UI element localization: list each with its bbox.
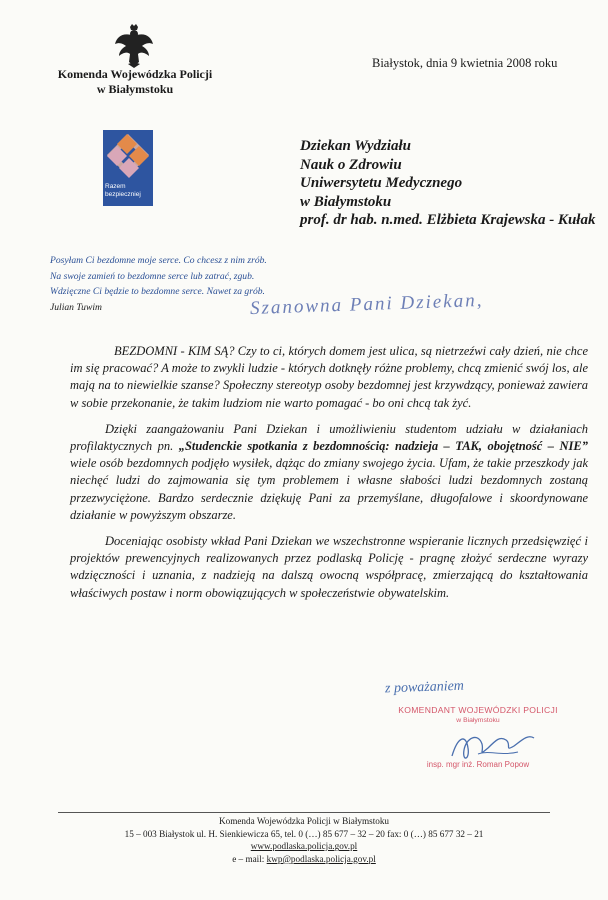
handwritten-closing: z poważaniem: [384, 678, 465, 697]
stamp-signatory: insp. mgr inż. Roman Popow: [426, 760, 530, 769]
footer-address: 15 – 003 Białystok ul. H. Sienkiewicza 65, tel. 0 (…) 85 677 – 32 – 20 fax: 0 (…) 85 677 32 – 21: [124, 828, 484, 839]
razem-bezpieczniej-logo: [103, 130, 153, 206]
body-paragraph-3: Doceniając osobisty wkład Pani Dziekan we wszechstronne wspieranie licznych przedsięwzięć i projektów prewencyjnych realizowanych przez podlaską Policję - pragnę złożyć serdeczne wyrazy wdzięczności i uznania, z nadzieją na dalszą owocną współpracę, zmierzającą do kształtowania właściwych postaw i norm obowiązujących w społeczeństwie obywatelskim.: [70, 534, 588, 600]
quote-line: Wdzięczne Ci będzie to bezdomne serce. Nawet za grób.: [50, 286, 265, 297]
footer-email-label: e – mail:: [232, 853, 267, 864]
addressee-line: prof. dr hab. n.med. Elżbieta Krajewska - Kułak: [300, 212, 596, 228]
footer-email-link[interactable]: kwp@podlaska.policja.gov.pl: [266, 853, 376, 864]
handwritten-salutation: Szanowna Pani Dziekan,: [249, 289, 484, 320]
footer-email-row: [58, 853, 550, 866]
quote-block: [50, 253, 267, 315]
footer-divider: [58, 812, 550, 813]
stamp-city: w Białymstoku: [456, 717, 500, 724]
paragraph-text: Dzięki zaangażowaniu Pani Dziekan i umożliwieniu studentom udziału w działaniach profilaktycznych pn.: [70, 421, 588, 454]
letter-date: Białystok, dnia 9 kwietnia 2008 roku: [372, 56, 558, 70]
stamp-title: KOMENDANT WOJEWÓDZKI POLICJI: [398, 705, 558, 715]
logo-text-line1: Razem: [105, 183, 126, 190]
addressee-line: Nauk o Zdrowiu: [300, 156, 402, 173]
addressee-line: Dziekan Wydziału: [300, 138, 411, 154]
logo-text-line2: bezpieczniej: [105, 191, 141, 198]
polish-eagle-emblem-icon: [114, 24, 154, 68]
program-name: „Studenckie spotkania z bezdomnością: nadzieja – TAK, obojętność – NIE”: [178, 439, 588, 454]
paragraph-text: wiele osób bezdomnych podjęło wysiłek, dążąc do zmiany swojego życia. Ufam, że takie przeszkody jak niechęć ludzi do zajmowania się tym problemem i własne słabości ludzi bezdomnych zostaną przezwyciężone. Bardzo serdecznie dziękuję Pani za przemyślane, długofalowe i skoordynowane działanie w powyższym obszarze.: [70, 456, 588, 522]
addressee-line: w Białymstoku: [300, 193, 392, 210]
organization-name: Komenda Wojewódzka Policji: [57, 67, 213, 81]
letter-body: [70, 343, 588, 611]
addressee-line: Uniwersytetu Medycznego: [300, 175, 463, 191]
quote-author: Julian Tuwim: [50, 301, 102, 313]
quote-line: Na swoje zamień to bezdomne serce lub zatrać, zgub.: [50, 270, 255, 282]
footer-organization: Komenda Wojewódzka Policji w Białymstoku: [218, 816, 390, 826]
body-paragraph-2: [70, 421, 588, 524]
addressee-block: [300, 137, 595, 230]
signature-scribble-icon: [448, 726, 538, 766]
organization-city: w Białymstoku: [96, 82, 174, 96]
quote-line: Posyłam Ci bezdomne moje serce. Co chcesz z nim zrób.: [50, 255, 267, 266]
body-paragraph-1: BEZDOMNI - KIM SĄ? Czy to ci, których domem jest ulica, są nietrzeźwi cały dzień, nie chce im się pracować? A może to zwykli ludzie - których dotknęły różne problemy, chcą zmienić swój los, ale mają na to niewielkie szanse? Społeczny stereotyp osoby bezdomnej jest krzywdzący, ponieważ zawiera w sobie przekonanie, że takim ludziom nie warto pomagać - bo oni chcą tak żyć.: [70, 344, 588, 410]
sender-organization: [30, 67, 240, 97]
logo-graphic-icon: [103, 130, 153, 182]
letter-footer: [58, 815, 550, 865]
footer-website-link[interactable]: www.podlaska.policja.gov.pl: [250, 841, 358, 852]
